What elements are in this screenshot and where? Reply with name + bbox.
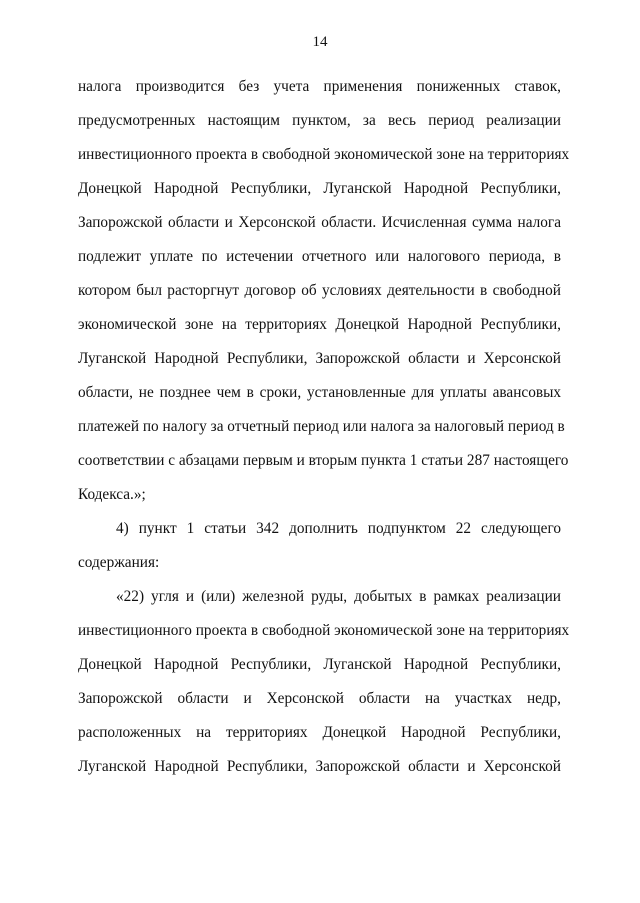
- text-line: «22) угля и (или) железной руды, добытых в рамках реализации: [116, 588, 561, 605]
- text-line: соответствии с абзацами первым и вторым пункта 1 статьи 287 настоящего: [78, 452, 569, 469]
- text-line: Запорожской области и Херсонской области. Исчисленная сумма налога: [78, 214, 561, 231]
- text-line: инвестиционного проекта в свободной экономической зоне на территориях: [78, 146, 570, 163]
- page-number: 14: [312, 34, 328, 50]
- document-body: [78, 70, 570, 784]
- text-line: содержания:: [78, 554, 160, 571]
- text-line: инвестиционного проекта в свободной экономической зоне на территориях: [78, 622, 570, 639]
- text-line: экономической зоне на территориях Донецкой Народной Республики,: [78, 316, 561, 333]
- paragraph-subitem-22: [78, 580, 570, 784]
- text-line: области, не позднее чем в сроки, установленные для уплаты авансовых: [78, 384, 561, 401]
- text-line: Донецкой Народной Республики, Луганской Народной Республики,: [78, 656, 561, 673]
- text-line: предусмотренных настоящим пунктом, за весь период реализации: [78, 112, 561, 129]
- text-line: платежей по налогу за отчетный период или налога за налоговый период в: [78, 418, 565, 435]
- text-line: Луганской Народной Республики, Запорожской области и Херсонской: [78, 758, 561, 775]
- text-line: Запорожской области и Херсонской области на участках недр,: [78, 690, 561, 707]
- text-line: котором был расторгнут договор об условиях деятельности в свободной: [78, 282, 561, 299]
- paragraph-item-4: [78, 512, 561, 580]
- text-line: Кодекса.»;: [78, 486, 146, 503]
- text-line: подлежит уплате по истечении отчетного или налогового периода, в: [78, 248, 561, 265]
- text-line: 4) пункт 1 статьи 342 дополнить подпунктом 22 следующего: [116, 520, 561, 537]
- text-line: Луганской Народной Республики, Запорожской области и Херсонской: [78, 350, 561, 367]
- text-line: расположенных на территориях Донецкой Народной Республики,: [78, 724, 561, 741]
- text-line: Донецкой Народной Республики, Луганской Народной Республики,: [78, 180, 561, 197]
- paragraph-tax-continuation: [78, 70, 570, 512]
- text-line: налога производится без учета применения пониженных ставок,: [78, 78, 561, 95]
